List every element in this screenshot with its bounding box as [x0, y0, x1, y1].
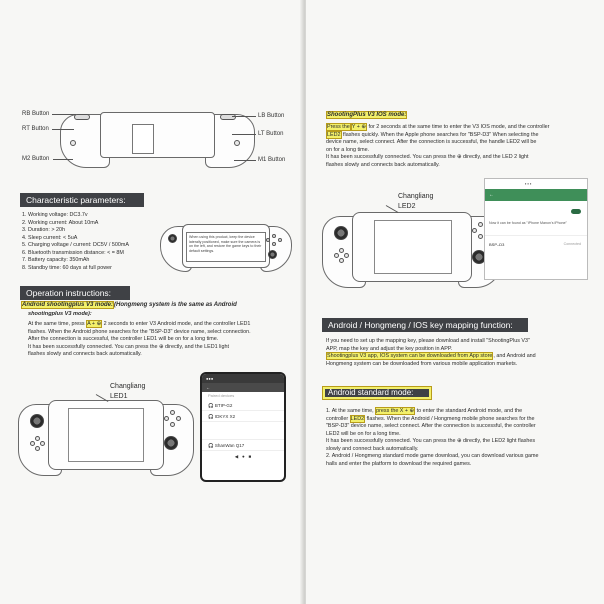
characteristic-list: 1. Working voltage: DC3.7v 2. Working current: About 10mA 3. Duration: > 20h 4. Sleep current: < 5uA 5. Charging voltage / current: DC5V / 500mA 6. Bluetooth transmission distance: < = 8M 7. Battery capacity: 350mAh 8. Standby time: 60 days at full power	[22, 212, 129, 271]
headset-icon: 🎧	[208, 403, 214, 408]
android-mode-heading-2: shootingplus V3 mode):	[28, 311, 92, 317]
headset-icon: 🎧	[208, 443, 214, 448]
changliang-led2-label: Changliang LED2	[398, 193, 434, 210]
m2-button-label: M2 Button	[22, 156, 50, 162]
operation-title: Operation instructions:	[20, 286, 130, 300]
rb-button-label: RB Button	[22, 111, 50, 117]
android-mode-text: At the same time, press A + ⊕ 2 seconds to enter V3 Android mode, and the controller LED1 flashes. When the Android phone searches for the "BSP-D3" device name, select connection. After the connection is successful, the controller LED1 will be on for a long time. It has been successfully connected. You can press the ⊕ directly, and the LED1 light flashes slowly and connects back automatically.	[28, 321, 251, 357]
standard-mode-text: 1. At the same time, press the X + ⊕ to enter the standard Android mode, and the controller LED2 flashes. When the Android / Hongmeng mobile phone searches for the "BSP-D3" device name, select connect. After the connection is successful, the controller LED2 will be on for a long time. It has been successfully connected. You can press the ⊕ directly, the LED2 light flashes slowly and connect back automatically. 2. Android / Hongmeng standard mode game download, you can download various game halls and enter the platform to download the required games.	[326, 408, 539, 467]
m1-button-label: M1 Button	[258, 157, 286, 163]
lt-button-label: LT Button	[258, 131, 284, 137]
ios-bluetooth-screenshot: ▪ ▪ ▪ ← Now it can be found as "iPhone Manon's iPhone" BSP–D3 Connected	[484, 178, 588, 280]
usage-note: When using this product, keep the device laterally positioned, make sure the camera is on the left, and restore the game keys to their default settings.	[186, 232, 266, 262]
controller-front-diagram-large	[18, 398, 194, 478]
mapping-text: If you need to set up the mapping key, please download and install "ShootingPlus V3" APP, map the key and adjust the key position in APP. Shootingplus V3 app, IOS system can be downloaded from App store, and Android and Hongmeng system can be downloaded from various mobile application markets.	[326, 338, 536, 367]
mapping-title: Android / Hongmeng / IOS key mapping function:	[322, 318, 528, 332]
android-mode-heading: Android shootingplus V3 mode:(Hongmeng system is the same as Android	[22, 302, 237, 308]
standard-mode-title: Android standard mode:	[322, 386, 432, 400]
changliang-led1-label: Changliang LED1	[110, 383, 146, 400]
right-page	[306, 0, 604, 604]
ios-mode-heading: ShootingPlus V3 IOS mode:	[327, 112, 407, 118]
ios-mode-text: Press the Y + ⊕ for 2 seconds at the same time to enter the V3 IOS mode, and the controller LED2 flashes quickly. When the Apple phone searches for "BSP-D3" When selecting the device name, select connect. After the connection is successful, the handle LED2 will be on for a long time. It has been successfully connected. You can press the ⊕ directly, and the LED 2 light flashes slowly and connects back automatically.	[326, 124, 550, 168]
headset-icon: 🎧	[208, 414, 214, 419]
characteristic-title: Characteristic parameters:	[20, 193, 144, 207]
rt-button-label: RT Button	[22, 126, 49, 132]
lb-button-label: LB Button	[258, 113, 285, 119]
controller-front-diagram-ios	[322, 210, 502, 290]
android-phone-screenshot: ●●● ← Paired devices 🎧 BTIP-G2 🎧 IDKYX X2 🎧 ShanWan Q17 ◀ ● ■	[200, 372, 286, 482]
controller-top-diagram	[60, 108, 255, 170]
